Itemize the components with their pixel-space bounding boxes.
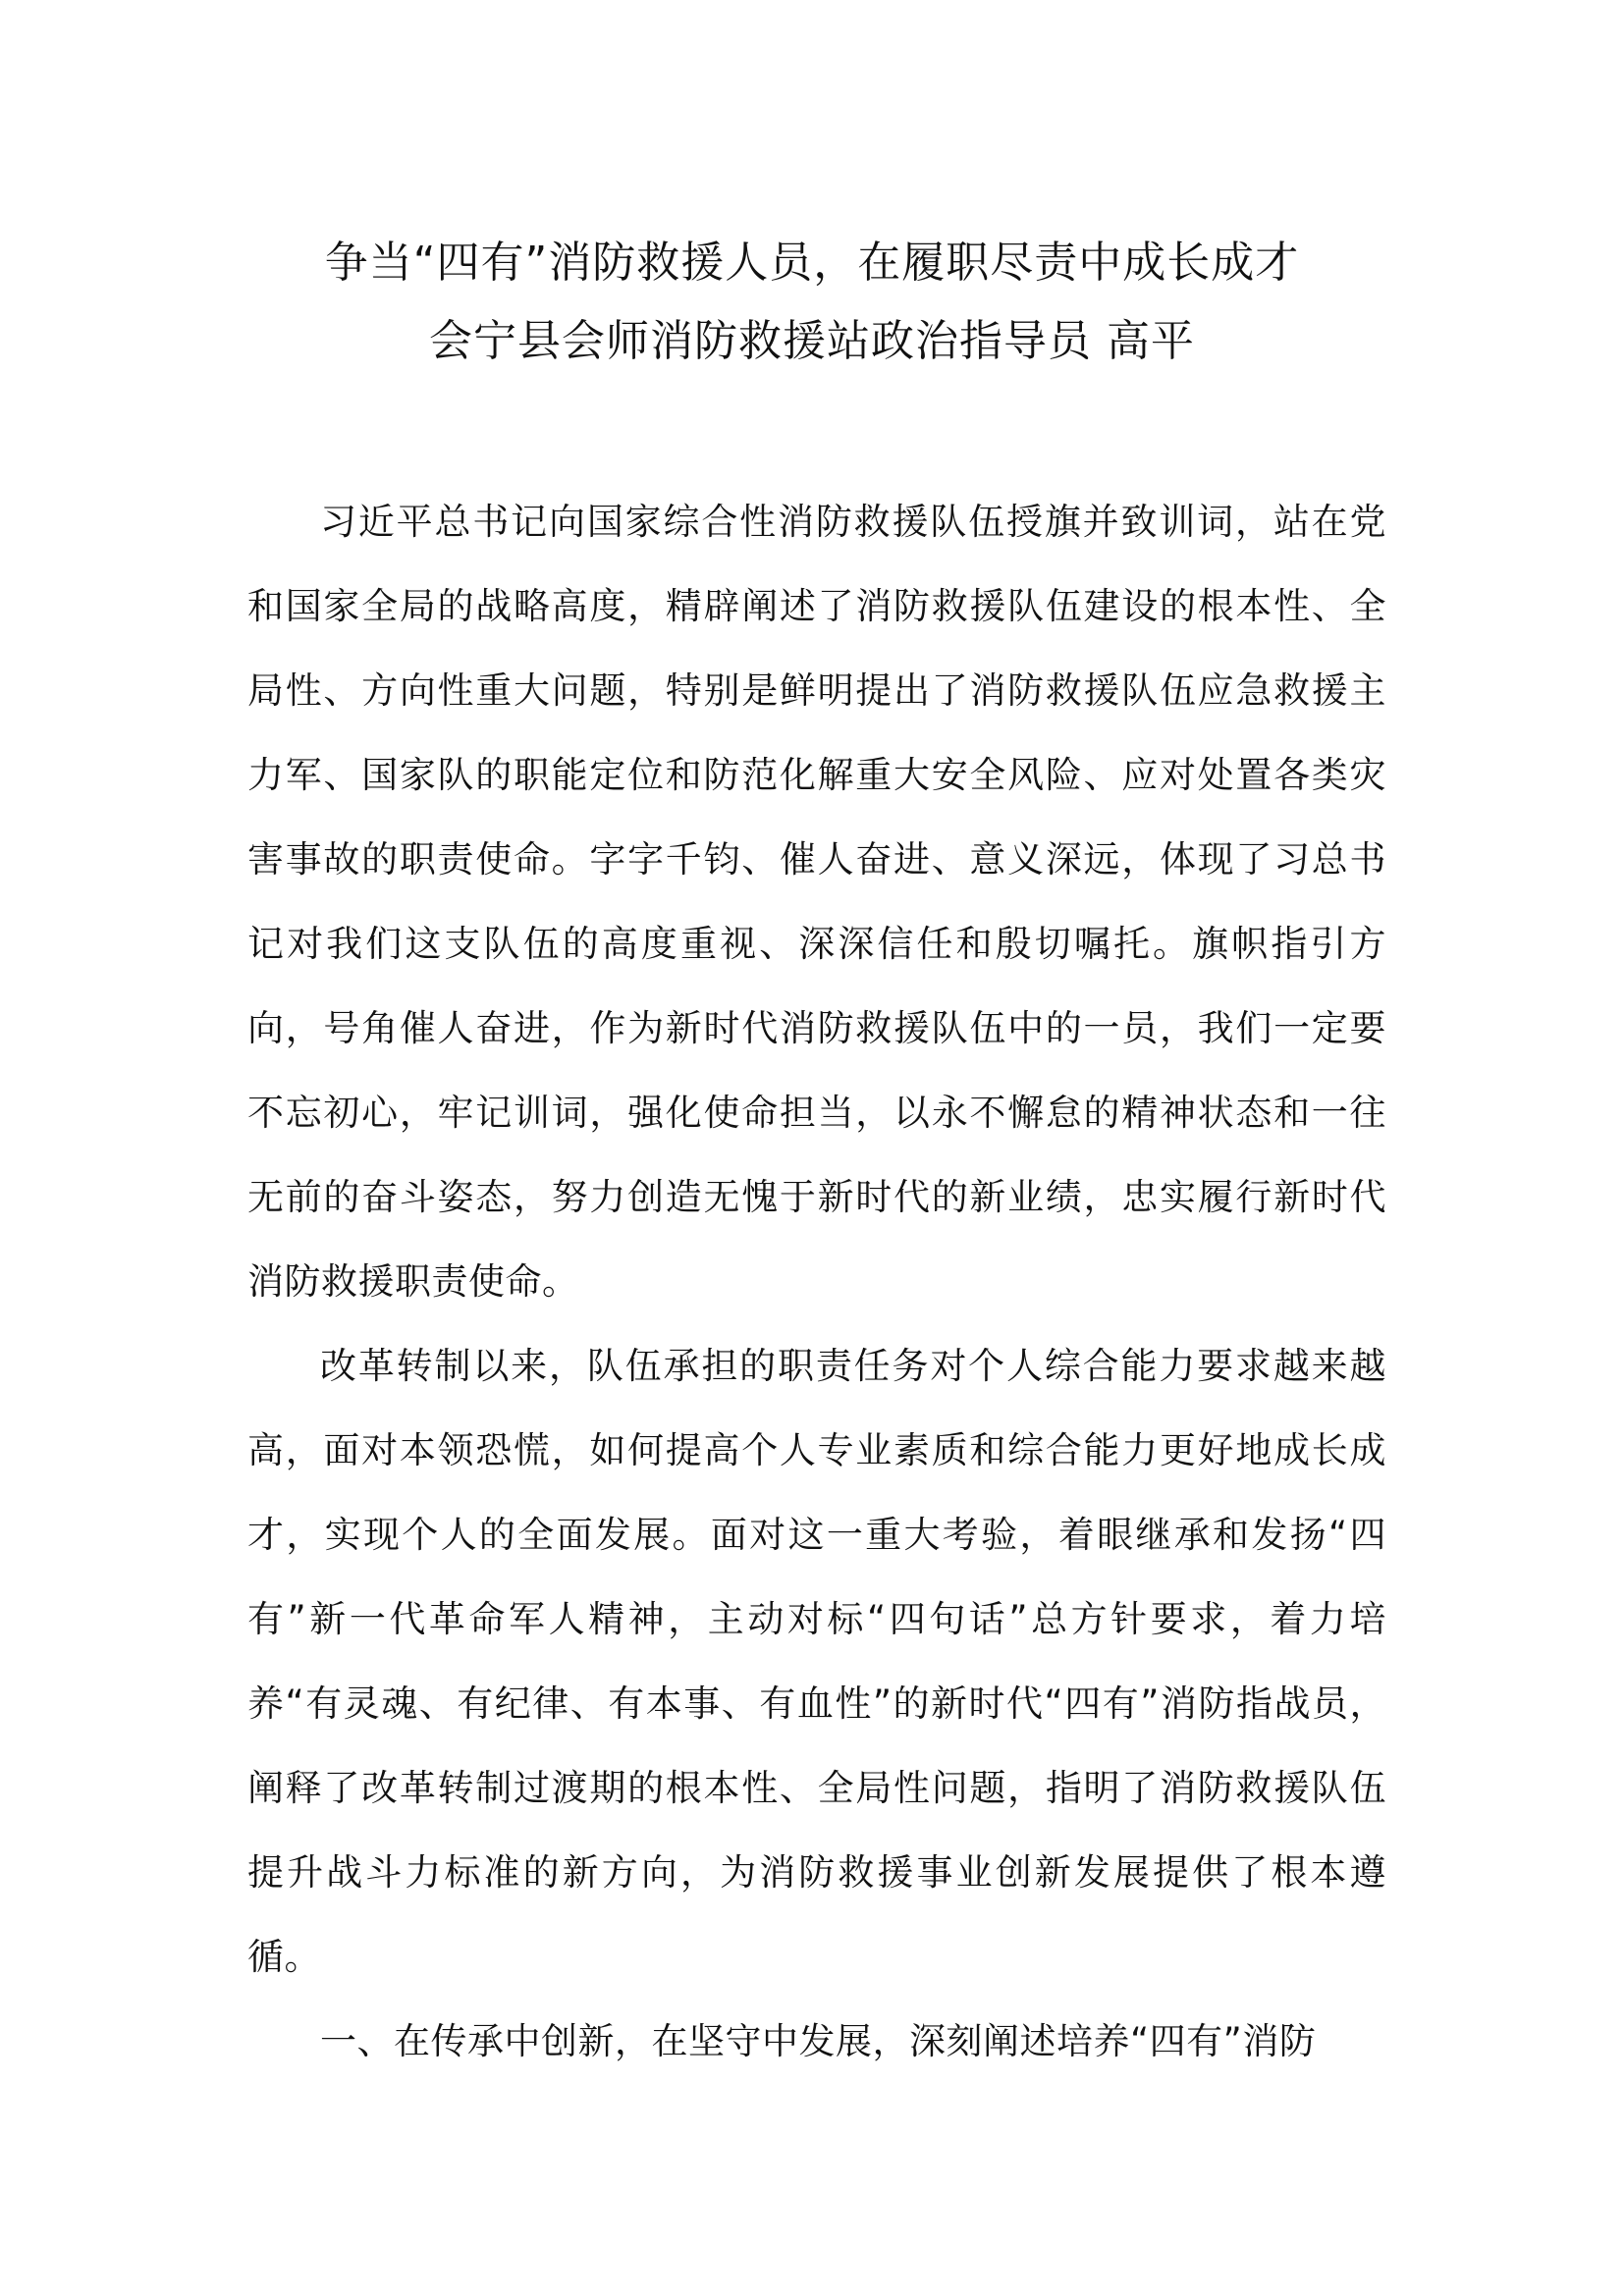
title-block [247,224,1377,381]
body-paragraph-1: 习近平总书记向国家综合性消防救援队伍授旗并致训词，站在党和国家全局的战略高度，精辟阐述了消防救援队伍建设的根本性、全局性、方向性重大问题，特别是鲜明提出了消防救援队伍应急救援主力军、国家队的职能定位和防范化解重大安全风险、应对处置各类灾害事故的职责使命。字字千钧、催人奋进、意义深远，体现了习总书记对我们这支队伍的高度重视、深深信任和殷切嘱托。旗帜指引方向，号角催人奋进，作为新时代消防救援队伍中的一员，我们一定要不忘初心，牢记训词，强化使命担当，以永不懈怠的精神状态和一往无前的奋斗姿态，努力创造无愧于新时代的新业绩，忠实履行新时代消防救援职责使命。 [247,501,1386,1303]
document-body [247,480,1386,2084]
section-heading-1: 一、在传承中创新，在坚守中发展，深刻阐述培养“四有”消防 [320,2020,1317,2062]
body-paragraph-2: 改革转制以来，队伍承担的职责任务对个人综合能力要求越来越高，面对本领恐慌，如何提高个人专业素质和综合能力更好地成长成才，实现个人的全面发展。面对这一重大考验，着眼继承和发扬“四有”新一代革命军人精神，主动对标“四句话”总方针要求，着力培养“有灵魂、有纪律、有本事、有血性”的新时代“四有”消防指战员，阐释了改革转制过渡期的根本性、全局性问题，指明了消防救援队伍提升战斗力标准的新方向，为消防救援事业创新发展提供了根本遵循。 [247,1345,1386,1978]
document-title: 争当“四有”消防救援人员，在履职尽责中成长成才 [324,238,1300,288]
document-subtitle: 会宁县会师消防救援站政治指导员 高平 [429,316,1195,366]
